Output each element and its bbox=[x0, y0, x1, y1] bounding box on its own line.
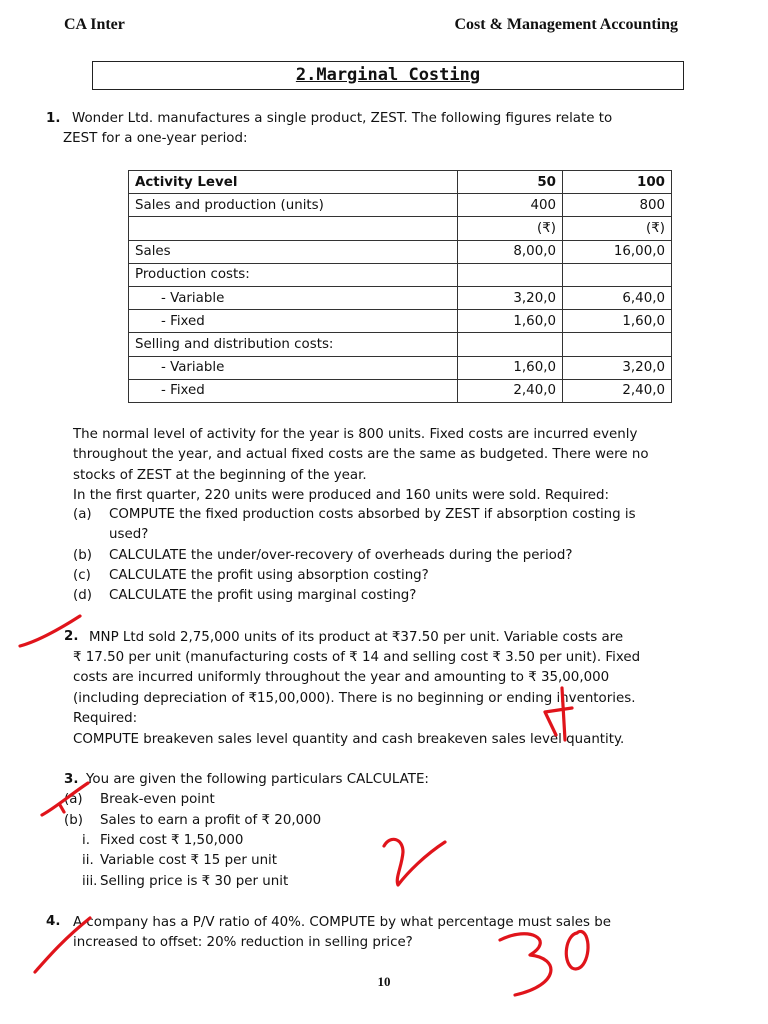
table-row bbox=[129, 263, 672, 286]
table-cell bbox=[563, 263, 672, 286]
q2-paragraph bbox=[73, 648, 715, 750]
q1-number: 1. bbox=[46, 111, 61, 126]
table-row bbox=[129, 194, 672, 217]
q1-figures-table bbox=[128, 170, 672, 403]
table-cell: 2,40,0 bbox=[563, 379, 672, 402]
paragraph-line: (including depreciation of ₹15,00,000). There is no beginning or ending inventories. bbox=[73, 690, 636, 706]
table-row bbox=[129, 240, 672, 263]
q3-item-b bbox=[64, 813, 321, 828]
table-cell: 1,60,0 bbox=[563, 310, 672, 333]
table-cell: 50 bbox=[458, 171, 563, 194]
table-row bbox=[129, 286, 672, 309]
table-cell: 16,00,0 bbox=[563, 240, 672, 263]
paragraph-line: throughout the year, and actual fixed costs are the same as budgeted. There were no bbox=[73, 447, 649, 463]
table-cell: Sales bbox=[129, 240, 458, 263]
table-row bbox=[129, 310, 672, 333]
table-row bbox=[129, 217, 672, 240]
q1-item-c bbox=[73, 568, 429, 583]
q1-item-a-cont: used? bbox=[109, 527, 149, 542]
page-number: 10 bbox=[377, 974, 391, 989]
q1-item-a bbox=[73, 507, 636, 522]
table-row bbox=[129, 171, 672, 194]
table-row bbox=[129, 356, 672, 379]
chapter-title: 2.Marginal Costing bbox=[295, 65, 481, 85]
table-cell bbox=[129, 217, 458, 240]
item-marker: i. bbox=[82, 833, 90, 848]
q3-particular-i bbox=[82, 833, 243, 848]
q4-number: 4. bbox=[46, 914, 61, 929]
paragraph-line: A company has a P/V ratio of 40%. COMPUTE by what percentage must sales be bbox=[73, 915, 612, 930]
item-marker: iii. bbox=[82, 874, 98, 889]
paragraph-line: ₹ 17.50 per unit (manufacturing costs of ₹ 14 and selling cost ₹ 3.50 per unit). Fixed bbox=[73, 650, 641, 665]
table-cell: 1,60,0 bbox=[458, 356, 563, 379]
table-cell: (₹) bbox=[458, 217, 563, 240]
handwritten-2 bbox=[384, 839, 445, 885]
paragraph-line: MNP Ltd sold 2,75,000 units of its product at ₹37.50 per unit. Variable costs are bbox=[89, 630, 624, 645]
table-cell: 100 bbox=[563, 171, 672, 194]
header-course: CA Inter bbox=[64, 16, 125, 33]
q2-paragraph-first bbox=[89, 628, 715, 648]
item-marker: (c) bbox=[73, 568, 91, 583]
table-cell: 800 bbox=[563, 194, 672, 217]
item-text: CALCULATE the profit using marginal costing? bbox=[109, 588, 417, 603]
q3-item-a bbox=[64, 792, 215, 807]
q4-paragraph bbox=[73, 913, 715, 954]
q3-particular-iii bbox=[82, 874, 288, 889]
table-cell: 8,00,0 bbox=[458, 240, 563, 263]
table-cell: 400 bbox=[458, 194, 563, 217]
table-row bbox=[129, 379, 672, 402]
item-text: Variable cost ₹ 15 per unit bbox=[100, 853, 278, 868]
item-marker: (b) bbox=[73, 548, 92, 563]
table-cell: Production costs: bbox=[129, 263, 458, 286]
item-marker: (a) bbox=[64, 792, 83, 807]
table-cell: - Fixed bbox=[129, 310, 458, 333]
table-cell: 2,40,0 bbox=[458, 379, 563, 402]
item-text: Sales to earn a profit of ₹ 20,000 bbox=[100, 813, 322, 828]
q1-paragraph bbox=[73, 425, 715, 507]
q3-intro: You are given the following particulars CALCULATE: bbox=[86, 772, 429, 787]
q1-item-b bbox=[73, 548, 572, 563]
item-text: CALCULATE the profit using absorption costing? bbox=[109, 568, 429, 583]
table-cell: Sales and production (units) bbox=[129, 194, 458, 217]
paragraph-line: COMPUTE breakeven sales level quantity and cash breakeven sales level quantity. bbox=[73, 731, 625, 747]
table-cell bbox=[458, 333, 563, 356]
paragraph-line: costs are incurred uniformly throughout the year and amounting to ₹ 35,00,000 bbox=[73, 670, 610, 686]
table-cell: 6,40,0 bbox=[563, 286, 672, 309]
paragraph-line: stocks of ZEST at the beginning of the year. bbox=[73, 467, 367, 483]
item-marker: (a) bbox=[73, 507, 92, 522]
table-cell bbox=[563, 333, 672, 356]
table-row bbox=[129, 333, 672, 356]
chapter-title-box bbox=[92, 61, 684, 90]
paragraph-line: increased to offset: 20% reduction in selling price? bbox=[73, 935, 413, 951]
table-cell: Activity Level bbox=[129, 171, 458, 194]
item-text: COMPUTE the fixed production costs absorbed by ZEST if absorption costing is bbox=[109, 507, 636, 522]
item-text: CALCULATE the under/over-recovery of overheads during the period? bbox=[109, 548, 573, 563]
q1-item-d bbox=[73, 588, 416, 603]
table-cell: Selling and distribution costs: bbox=[129, 333, 458, 356]
q3-number: 3. bbox=[64, 772, 79, 787]
table-cell: 1,60,0 bbox=[458, 310, 563, 333]
item-marker: (d) bbox=[73, 588, 92, 603]
q1-intro-line2: ZEST for a one-year period: bbox=[63, 131, 248, 146]
header-subject: Cost & Management Accounting bbox=[454, 16, 678, 33]
q2-number: 2. bbox=[64, 629, 79, 644]
item-marker: ii. bbox=[82, 853, 94, 868]
item-text: Fixed cost ₹ 1,50,000 bbox=[100, 833, 244, 848]
table-cell: - Variable bbox=[129, 286, 458, 309]
table-cell: - Variable bbox=[129, 356, 458, 379]
paragraph-line: Required: bbox=[73, 711, 138, 727]
q3-particular-ii bbox=[82, 853, 277, 868]
table-cell: 3,20,0 bbox=[458, 286, 563, 309]
table-cell bbox=[458, 263, 563, 286]
paragraph-line: The normal level of activity for the year is 800 units. Fixed costs are incurred evenly bbox=[73, 427, 638, 442]
paragraph-line: In the first quarter, 220 units were produced and 160 units were sold. Required: bbox=[73, 488, 610, 504]
item-marker: (b) bbox=[64, 813, 83, 828]
q1-intro-line1: Wonder Ltd. manufactures a single product, ZEST. The following figures relate to bbox=[72, 111, 613, 126]
item-text: Break-even point bbox=[100, 792, 215, 807]
table-cell: 3,20,0 bbox=[563, 356, 672, 379]
table-cell: - Fixed bbox=[129, 379, 458, 402]
table-cell: (₹) bbox=[563, 217, 672, 240]
item-text: Selling price is ₹ 30 per unit bbox=[100, 874, 289, 889]
